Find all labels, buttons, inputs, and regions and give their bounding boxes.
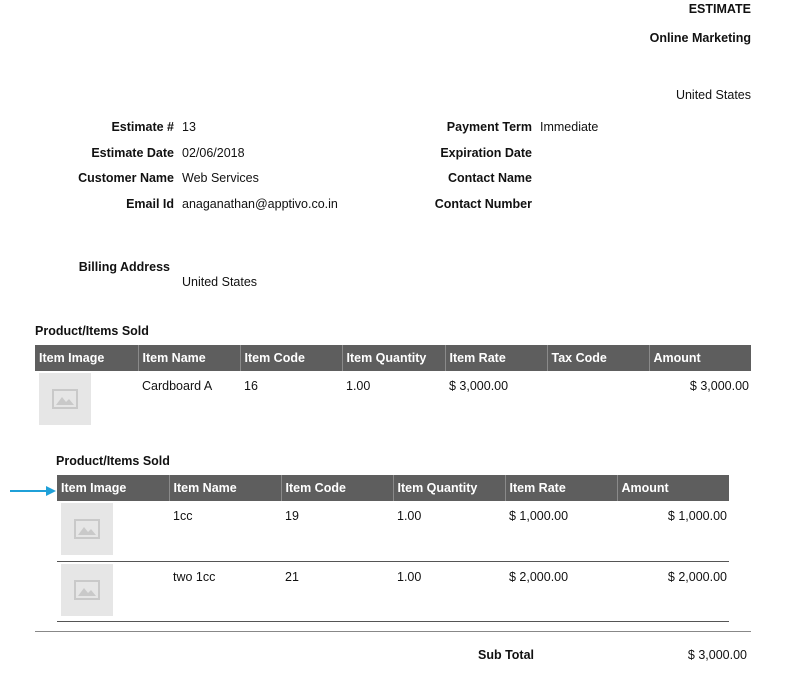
estimate-number-value: 13 bbox=[182, 120, 196, 134]
customer-name-value: Web Services bbox=[182, 171, 259, 185]
col-item-name: Item Name bbox=[169, 475, 281, 501]
item-image-cell bbox=[57, 561, 169, 621]
items-section-title-2: Product/Items Sold bbox=[56, 454, 170, 468]
payment-term-value: Immediate bbox=[540, 120, 599, 134]
billing-address-label: Billing Address bbox=[78, 260, 170, 274]
item-rate: $ 1,000.00 bbox=[505, 501, 617, 561]
document-title: ESTIMATE bbox=[688, 2, 751, 16]
item-amount: $ 3,000.00 bbox=[689, 379, 749, 393]
items-table-2 bbox=[57, 475, 729, 622]
col-item-quantity: Item Quantity bbox=[393, 475, 505, 501]
item-quantity: 1.00 bbox=[393, 561, 505, 621]
item-name: 1cc bbox=[169, 501, 281, 561]
item-rate: $ 2,000.00 bbox=[505, 561, 617, 621]
item-code: 21 bbox=[281, 561, 393, 621]
company-country: United States bbox=[675, 88, 751, 102]
col-item-image: Item Image bbox=[57, 475, 169, 501]
col-item-quantity: Item Quantity bbox=[342, 345, 445, 371]
item-code: 19 bbox=[281, 501, 393, 561]
col-tax-code: Tax Code bbox=[547, 345, 649, 371]
table-row bbox=[57, 561, 729, 621]
tax-code bbox=[547, 371, 649, 433]
item-name: Cardboard A bbox=[142, 379, 213, 393]
col-item-name: Item Name bbox=[138, 345, 240, 371]
item-rate: $ 3,000.00 bbox=[449, 379, 509, 393]
totals-divider bbox=[35, 631, 751, 632]
table-header-row bbox=[35, 345, 751, 371]
item-name: two 1cc bbox=[169, 561, 281, 621]
items-table-1 bbox=[35, 345, 751, 433]
item-image-cell bbox=[57, 501, 169, 561]
contact-number-label: Contact Number bbox=[434, 197, 532, 211]
col-amount: Amount bbox=[617, 475, 729, 501]
subtotal-label: Sub Total bbox=[478, 648, 535, 662]
col-item-rate: Item Rate bbox=[445, 345, 547, 371]
item-amount: $ 2,000.00 bbox=[617, 561, 729, 621]
contact-name-label: Contact Name bbox=[447, 171, 532, 185]
image-placeholder-icon bbox=[39, 373, 91, 425]
col-amount: Amount bbox=[649, 345, 751, 371]
item-image-cell bbox=[35, 371, 138, 433]
email-id-value: anaganathan@apptivo.co.in bbox=[182, 197, 338, 211]
table-row bbox=[57, 501, 729, 561]
estimate-number-label: Estimate # bbox=[111, 120, 174, 134]
item-code: 16 bbox=[244, 379, 258, 393]
customer-name-label: Customer Name bbox=[78, 171, 174, 185]
item-quantity: 1.00 bbox=[393, 501, 505, 561]
items-section-title: Product/Items Sold bbox=[35, 324, 149, 338]
arrow-right-icon bbox=[10, 484, 56, 498]
table-header-row bbox=[57, 475, 729, 501]
company-name: Online Marketing bbox=[649, 31, 751, 45]
payment-term-label: Payment Term bbox=[446, 120, 532, 134]
table-row bbox=[35, 371, 751, 433]
image-placeholder-icon bbox=[61, 564, 113, 616]
item-amount: $ 1,000.00 bbox=[617, 501, 729, 561]
billing-address-value: United States bbox=[182, 275, 258, 289]
col-item-image: Item Image bbox=[35, 345, 138, 371]
col-item-code: Item Code bbox=[240, 345, 342, 371]
estimate-date-value: 02/06/2018 bbox=[182, 146, 245, 160]
col-item-code: Item Code bbox=[281, 475, 393, 501]
estimate-date-label: Estimate Date bbox=[91, 146, 174, 160]
image-placeholder-icon bbox=[61, 503, 113, 555]
email-id-label: Email Id bbox=[126, 197, 174, 211]
col-item-rate: Item Rate bbox=[505, 475, 617, 501]
expiration-date-label: Expiration Date bbox=[440, 146, 532, 160]
item-quantity: 1.00 bbox=[346, 379, 371, 393]
subtotal-value: $ 3,000.00 bbox=[687, 648, 747, 662]
